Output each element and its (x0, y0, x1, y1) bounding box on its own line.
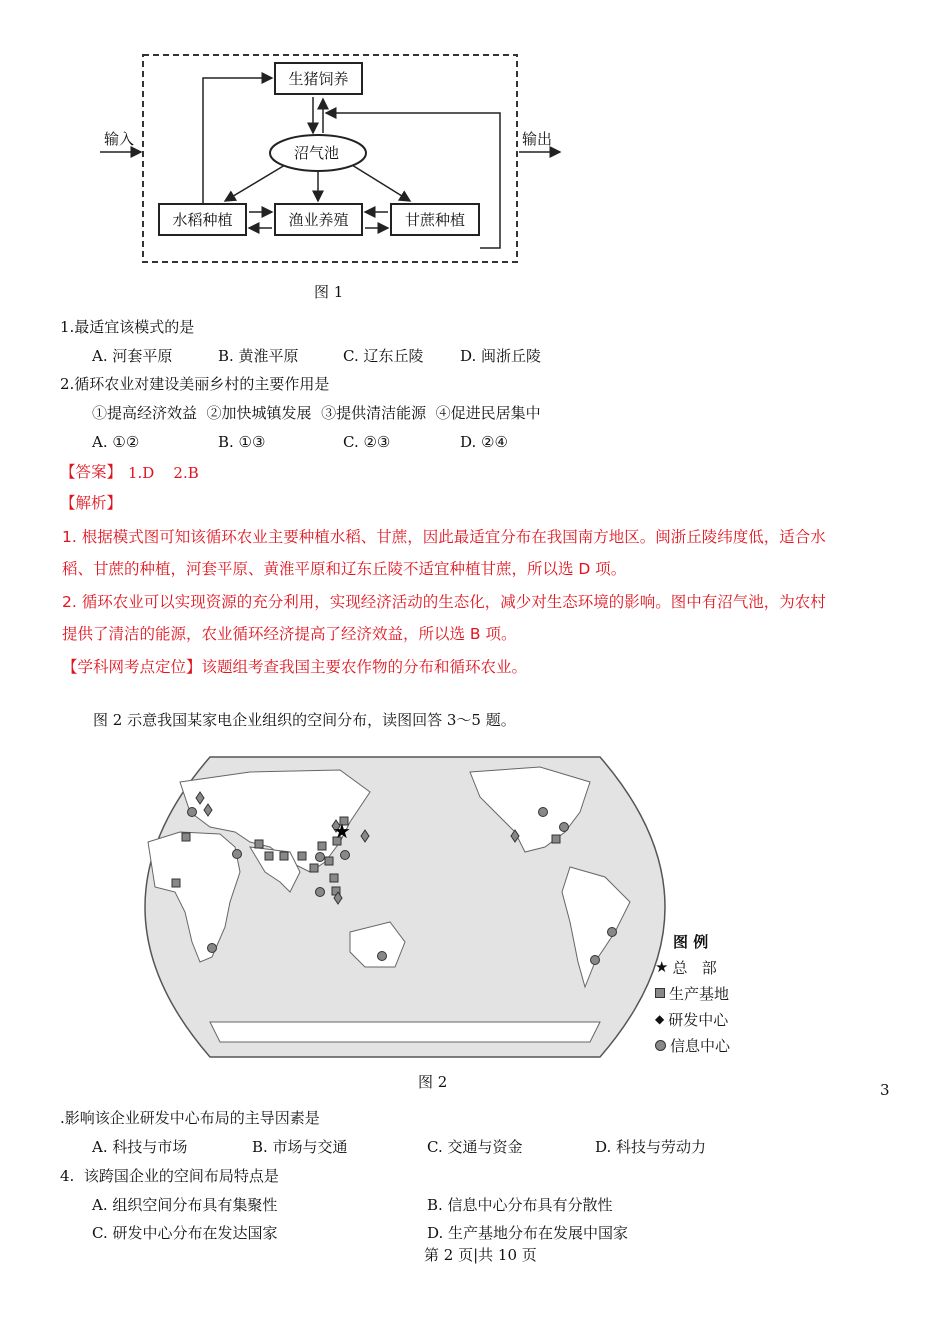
diamond-icon: ◆ (655, 1012, 665, 1026)
page-footer: 第 2 页|共 10 页 (424, 1246, 537, 1264)
q2-stem: 2.循环农业对建设美丽乡村的主要作用是 (60, 375, 330, 393)
analysis-line: 1. 根据模式图可知该循环农业主要种植水稻、甘蔗，因此最适宜分布在我国南方地区。闽浙丘陵纬度低，适合水 (62, 528, 826, 546)
q3-option-a: A. 科技与市场 (92, 1138, 188, 1156)
legend-item-info: 信息中心 (655, 1032, 730, 1058)
figure-1-caption: 图 1 (314, 283, 344, 301)
q4-option-b: B. 信息中心分布具有分散性 (427, 1196, 613, 1214)
pig-farming-box: 生猪饲养 (274, 62, 363, 95)
q4-option-a: A. 组织空间分布具有集聚性 (92, 1196, 278, 1214)
q2-items: ①提高经济效益 ②加快城镇发展 ③提供清洁能源 ④促进民居集中 (92, 404, 541, 422)
biogas-pool-label: 沼气池 (294, 144, 340, 162)
fishery-box: 渔业养殖 (274, 203, 363, 236)
q1-option-d: D. 闽浙丘陵 (460, 347, 542, 365)
analysis-line: 提供了清洁的能源，农业循环经济提高了经济效益，所以选 B 项。 (62, 625, 517, 643)
rice-planting-box: 水稻种植 (158, 203, 247, 236)
q1-stem: 1.最适宜该模式的是 (60, 318, 195, 336)
analysis-line: 2. 循环农业可以实现资源的充分利用，实现经济活动的生态化，减少对生态环境的影响。图中有沼气池，为农村 (62, 593, 826, 611)
star-icon: ★ (655, 958, 669, 976)
legend-item-rd: ◆ 研发中心 (655, 1010, 729, 1029)
q3-option-d: D. 科技与劳动力 (595, 1138, 707, 1156)
q1-option-a: A. 河套平原 (92, 347, 173, 365)
q3-option-b: B. 市场与交通 (252, 1138, 348, 1156)
headquarters-star: ★ (333, 819, 351, 843)
q1-option-b: B. 黄淮平原 (218, 347, 299, 365)
q2-option-a: A. ①② (92, 433, 140, 451)
q4-option-c: C. 研发中心分布在发达国家 (92, 1224, 278, 1242)
figure-2-caption: 图 2 (418, 1073, 448, 1091)
legend-item-production: 生产基地 (655, 980, 730, 1006)
output-label: 输出 (522, 130, 553, 148)
answer-value: 1.D 2.B (128, 464, 199, 482)
map-legend (655, 928, 730, 1058)
antarctica-shape (210, 1022, 600, 1042)
q4-stem: 4. 该跨国企业的空间布局特点是 (60, 1167, 279, 1185)
legend-item-headquarters: ★ 总 部 (655, 958, 717, 977)
q3-stem: .影响该企业研发中心布局的主导因素是 (60, 1109, 320, 1127)
q3-number: 3 (880, 1081, 890, 1099)
figure-2-intro: 图 2 示意我国某家电企业组织的空间分布，读图回答 3～5 题。 (93, 711, 516, 729)
input-label: 输入 (104, 130, 135, 148)
square-icon (655, 988, 665, 998)
flow-arrows (0, 0, 600, 280)
q2-option-b: B. ①③ (218, 433, 266, 451)
q1-option-c: C. 辽东丘陵 (343, 347, 424, 365)
q4-option-d: D. 生产基地分布在发展中国家 (427, 1224, 629, 1242)
analysis-label: 【解析】 (60, 494, 123, 512)
q2-option-d: D. ②④ (460, 433, 508, 451)
answer-label: 【答案】 (60, 463, 123, 481)
analysis-line: 【学科网考点定位】该题组考查我国主要农作物的分布和循环农业。 (62, 658, 528, 676)
q2-option-c: C. ②③ (343, 433, 391, 451)
sugarcane-box: 甘蔗种植 (390, 203, 480, 236)
analysis-line: 稻、甘蔗的种植，河套平原、黄淮平原和辽东丘陵不适宜种植甘蔗，所以选 D 项。 (62, 560, 627, 578)
q3-option-c: C. 交通与资金 (427, 1138, 523, 1156)
world-map (140, 752, 670, 1067)
legend-title: 图 例 (673, 932, 709, 951)
circle-icon (655, 1040, 666, 1051)
